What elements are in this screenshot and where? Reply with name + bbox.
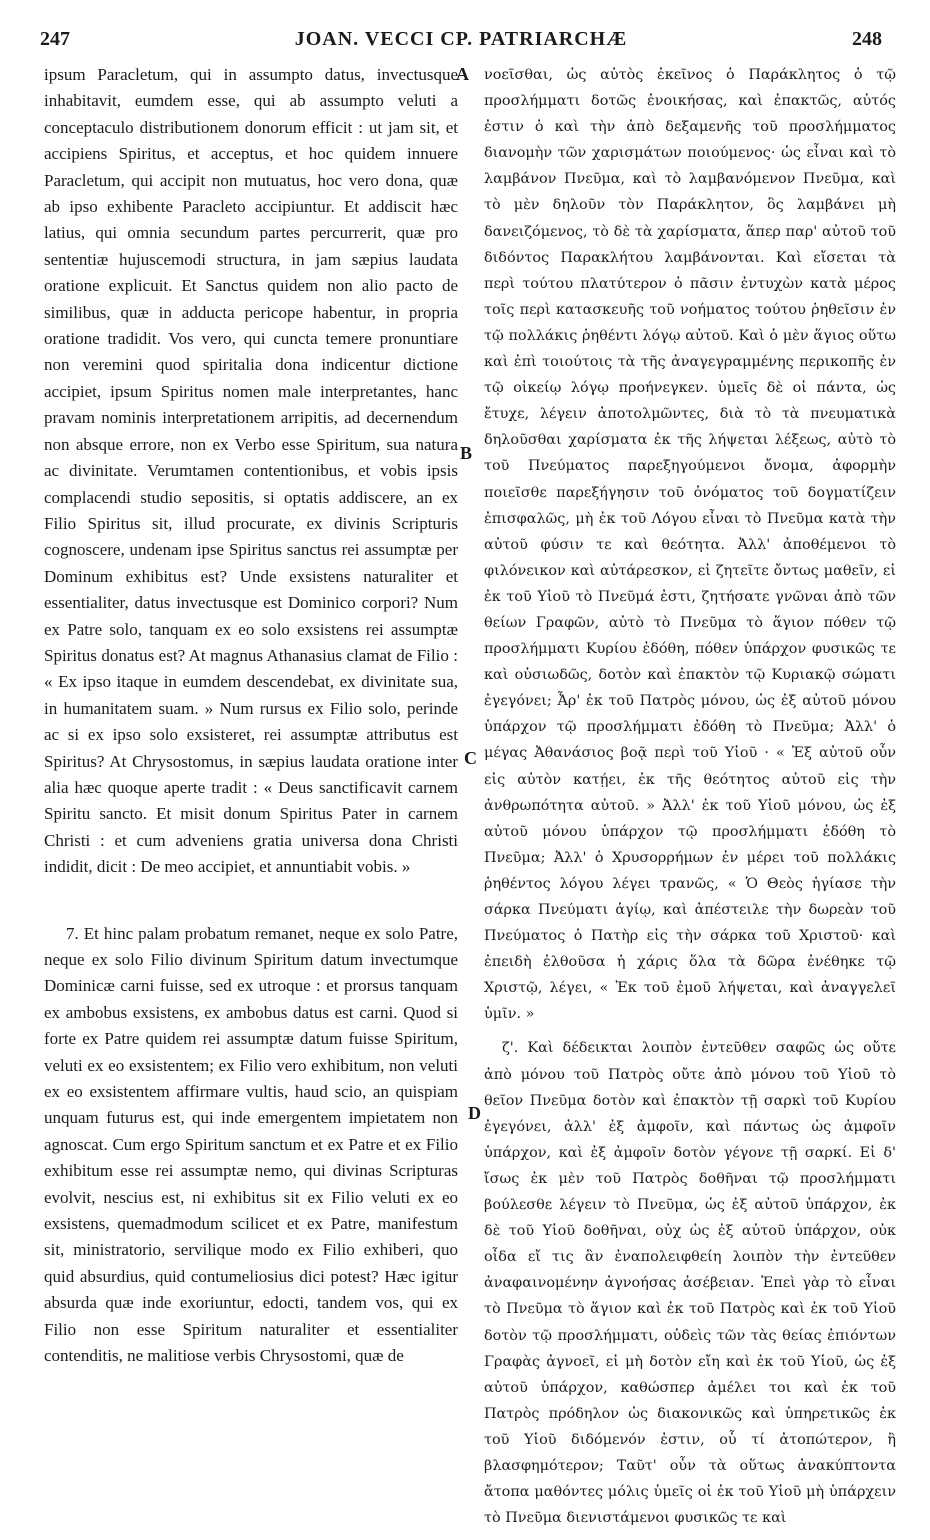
latin-paragraph: 7. Et hinc palam probatum remanet, neque ex solo Patre, neque ex solo Filio divinum Spiritum datum invectumque Dominicæ carni fuisse, sed ex utroque : et prorsus tanquam ex ambobus exsistens, ex ambobus datus est carni. Quod si forte ex Patre quidem rei assumptæ datum fuisse Spiritum, veluti ex eo exsistentem; ex Filio vero exhibitum, non veluti ex eo exsistentem affirmare vultis, haud scio, an quispiam unquam futurus est, qui inde emergentem impietatem non agnoscat. Cum ergo Spiritum sanctum et ex Patre et ex Filio exhibitum esse rei assumptæ nemo, qui divinas Scripturas evolvit, nescius est, ni exhibitus sit ex Filio veluti ex eo exsistens, quemadmodum scilicet et ex Patre, manifestum sit, ministratorio, servilique modo ex Filio exhiberi, quo quid absurdius, quid contumeliosius dici potest? Hæc igitur absurda quæ inde exoriuntur, edocti, tandem vos, qui ex Filio non esse Spiritum naturaliter et essentialiter contenditis, ne malitiose verbis Chrysostomi, quæ de: [44, 923, 458, 1366]
page-number-left: 247: [40, 28, 70, 50]
running-title: JOAN. VECCI CP. PATRIARCHÆ: [294, 28, 628, 50]
section-marker-c: C: [464, 748, 477, 768]
latin-column: [44, 62, 458, 1522]
section-marker-a: A: [456, 64, 469, 84]
greek-paragraph: ζ'. Καὶ δέδεικται λοιπὸν ἐντεῦθεν σαφῶς ὡς οὔτε ἀπὸ μόνου τοῦ Πατρὸς οὔτε ἀπὸ μόνου τοῦ Υἱοῦ τὸ θεῖον Πνεῦμα δοτὸν καὶ ἐπακτὸν τῇ σαρκὶ τοῦ Κυρίου ἐγεγόνει, ἀλλ' ἐξ ἀμφοῖν, καὶ πάντως ὡς ἀμφοῖν ὑπάρχον, καὶ ἐξ ἀμφοῖν δοτὸν γέγονε τῇ σαρκί. Εἰ δ' ἴσως ἐκ μὲν τοῦ Πατρὸς δοθῆναι τῷ προσλήμματι βούλεσθε λέγειν τὸ Πνεῦμα, ὡς ἐξ αὐτοῦ ὑπάρχον, ἐκ δὲ τοῦ Υἱοῦ δοθῆναι, οὐχ ὡς ἐξ αὐτοῦ ὑπάρχον, οὐκ οἶδα εἴ τις ἂν ἐναπολειφθείη λοιπὸν τὴν ἐντεῦθεν ἀναφαινομένην ἀγνοήσας ἀσέβειαν. Ἐπεὶ γὰρ τὸ εἶναι τὸ Πνεῦμα τὸ ἅγιον καὶ ἐκ τοῦ Πατρὸς καὶ ἐκ τοῦ Υἱοῦ δοτὸν τῷ προσλήμματι, οὐδεὶς τῶν τὰς θείας ἐπιόντων Γραφὰς ἀγνοεῖ, εἰ μὴ δοτὸν εἴη καὶ ἐκ τοῦ Υἱοῦ, ὡς ἐξ αὐτοῦ ὑπάρχον, καθώσπερ ἀμέλει τοι καὶ ἐκ τοῦ Πατρὸς πρόδηλον ὡς διακονικῶς καὶ ὑπηρετικῶς ἐκ τοῦ Υἱοῦ διδόμενόν ἐστιν, οὗ τί ἀτοπώτερον, ἢ βλασφημότερον; Ταῦτ' οὖν τὰ οὕτως ἀνακύπτοντα ἄτοπα μαθόντες μόλις ὑμεῖς οἱ ἐκ τοῦ Υἱοῦ μὴ ὑπάρχειν τὸ Πνεῦμα διενιστάμενοι φυσικῶς τε καὶ: [484, 1040, 896, 1527]
running-head: [40, 28, 882, 58]
greek-column: [484, 62, 896, 1527]
latin-paragraph: ipsum Paracletum, qui in assumpto datus, invectusque inhabitavit, eumdem esse, qui ab assumpto veluti a conceptaculo distributionem donorum efficit : ut jam sit, et accipiens Spiritus, et acceptus, et hoc quidem innuere Paracletum, qui accipit non mutuatus, hoc vero dona, quæ ab ipso exhibente Paracleto accipiuntur. Et addiscit hæc latius, qui omnia secundum partes percurrerit, quæ pro sententiæ hujuscemodi structura, in jam sæpius laudata oratione explicuit. Et Sanctus quidem non alio pacto de similibus, quæ in adducta pericope habentur, in propria oratione tradidit. Vos vero, qui cuncta temere pronuntiare non veremini quod spiritalia dona indicentur dictione accipiet, ipsum Spiritus nomen male interpretantes, hanc pravam nominis interpretationem arripitis, ad decernendum non absque errore, non ex Verbo esse Spiritum, sua natura ac divinitate. Verumtamen contentionibus, et vobis ipsis complacendi studio sepositis, si optatis addiscere, an ex Filio Spiritus sit, illud procurate, ex divinis Scripturis cognoscere, undenam ipse Spiritus sanctus rei assumptæ per Dominum exhibitus est? Unde exsistens naturaliter et essentialiter, datus invectusque est Dominico corpori? Num ex Patre solo, tanquam ex eo solo exsistens rei assumptæ Spiritus donatus est? At magnus Athanasius clamat de Filio : « Ex ipso itaque in eumdem descendebat, ex divinitate sua, in humanitatem suam. » Num rursus ex Filio solo, perinde ac si ex ipso solo exsisteret, rei assumptæ attributus est Spiritus? At Chrysostomus, in sæpius laudata oratione inter alia hæc quoque aperte tradit : « Deus sanctificavit carnem Spiritu sancto. Et misit donum Spiritus Pater in carnem Christi : et cum adveniens gratia universa dona Christi indidit, dicit : De meo accipiet, et annuntiabit vobis. »: [44, 65, 458, 877]
section-marker-b: B: [460, 443, 473, 463]
section-marker-d: D: [468, 1103, 481, 1123]
page-number-right: 248: [852, 28, 882, 50]
greek-paragraph: νοεῖσθαι, ὡς αὐτὸς ἐκεῖνος ὁ Παράκλητος ὁ τῷ προσλήμματι δοτῶς ἐνοικήσας, καὶ ἐπακτῶς, αὐτός ἐστιν ὁ καὶ τὴν ἀπὸ δεξαμενῆς τοῦ προσλήμματος διανομὴν τῶν χαρισμάτων ποιούμενος· ὡς εἶναι καὶ τὸ λαμβάνον Πνεῦμα, καὶ τὸ λαμβανόμενον Πνεῦμα, καὶ τὸ μὲν δηλοῦν τὸν Παράκλητον, ὃς λαμβάνει μὴ δανειζόμενος, τὸ δὲ τὰ χαρίσματα, ἅπερ παρ' αὐτοῦ τοῦ διδόντος Παρακλήτου λαμβάνονται. Καὶ εἴσεται τὰ περὶ τούτου πλατύτερον ὁ πᾶσιν ἐντυχὼν κατὰ μέρος τοῖς περὶ κατασκευῆς τοῦ νοήματος τούτου ῥηθεῖσιν ἐν τῷ πολλάκις ῥηθέντι λόγῳ αὐτοῦ. Καὶ ὁ μὲν ἅγιος οὕτω καὶ ἐπὶ τοιούτοις τὰ τῆς ἀναγεγραμμένης περικοπῆς ἐν τῷ οἰκείῳ λόγῳ προήνεγκεν. ὑμεῖς δὲ οἱ πάντα, ὡς ἔτυχε, λέγειν ἀποτολμῶντες, διὰ τὸ τὰ πνευματικὰ δηλοῦσθαι χαρίσματα ἐκ τῆς λήψεται λέξεως, αὐτὸ τὸ τοῦ Πνεύματος παρεξηγούμενοι ὄνομα, ἀφορμὴν ποιεῖσθε παρεξήγησιν τοῦ ὀνόματος τοῦ δογματίζειν ἐπισφαλῶς, μὴ ἐκ τοῦ Λόγου εἶναι τὸ Πνεῦμα κατὰ τὴν αὐτοῦ φύσιν τε καὶ θεότητα. Ἀλλ' ἀποθέμενοι τὸ φιλόνεικον καὶ αὐτάρεσκον, εἰ ζητεῖτε ὄντως μαθεῖν, εἰ ἐκ τοῦ Υἱοῦ τὸ Πνεῦμά ἐστι, ζητήσατε γνῶναι ἀπὸ τῶν θείων Γραφῶν, αὐτὸ τὸ Πνεῦμα τὸ ἅγιον πόθεν τῷ προσλήμματι Κυρίου ἐδόθη, πόθεν ὑπάρχον φυσικῶς τε καὶ οὐσιωδῶς, δοτὸν καὶ ἐπακτὸν τῷ Κυριακῷ σώματι ἐγεγόνει; Ἆρ' ἐκ τοῦ Πατρὸς μόνου, ὡς ἐξ αὐτοῦ μόνου ὑπάρχον τῷ προσλήμματι ἐδόθη τὸ Πνεῦμα; Ἀλλ' ὁ μέγας Ἀθανάσιος βοᾷ περὶ τοῦ Υἱοῦ · « Ἐξ αὐτοῦ οὖν εἰς αὐτὸν κατῄει, ἐκ τῆς θεότητος αὐτοῦ εἰς τὴν ἀνθρωπότητα αὐτοῦ. » Ἀλλ' ἐκ τοῦ Υἱοῦ μόνου, ὡς ἐξ αὐτοῦ μόνου ὑπάρχον τῷ προσλήμματι ἐδόθη τὸ Πνεῦμα; Ἀλλ' ὁ Χρυσορρήμων ἐν μέρει τοῦ πολλάκις ῥηθέντος λόγου λέγει τρανῶς, « Ὁ Θεὸς ἡγίασε τὴν σάρκα Πνεύματι ἁγίῳ, καὶ ἀπέστειλε τὴν δωρεὰν τοῦ Πνεύματος ὁ Πατὴρ εἰς τὴν σάρκα τοῦ Χριστοῦ· καὶ ἐπειδὴ ἐλθοῦσα ἡ χάρις ὅλα τὰ δῶρα ἐνέθηκε τῷ Χριστῷ, λέγει, « Ἐκ τοῦ ἐμοῦ λήψεται, καὶ ἀναγγελεῖ ὑμῖν. »: [484, 67, 896, 1023]
